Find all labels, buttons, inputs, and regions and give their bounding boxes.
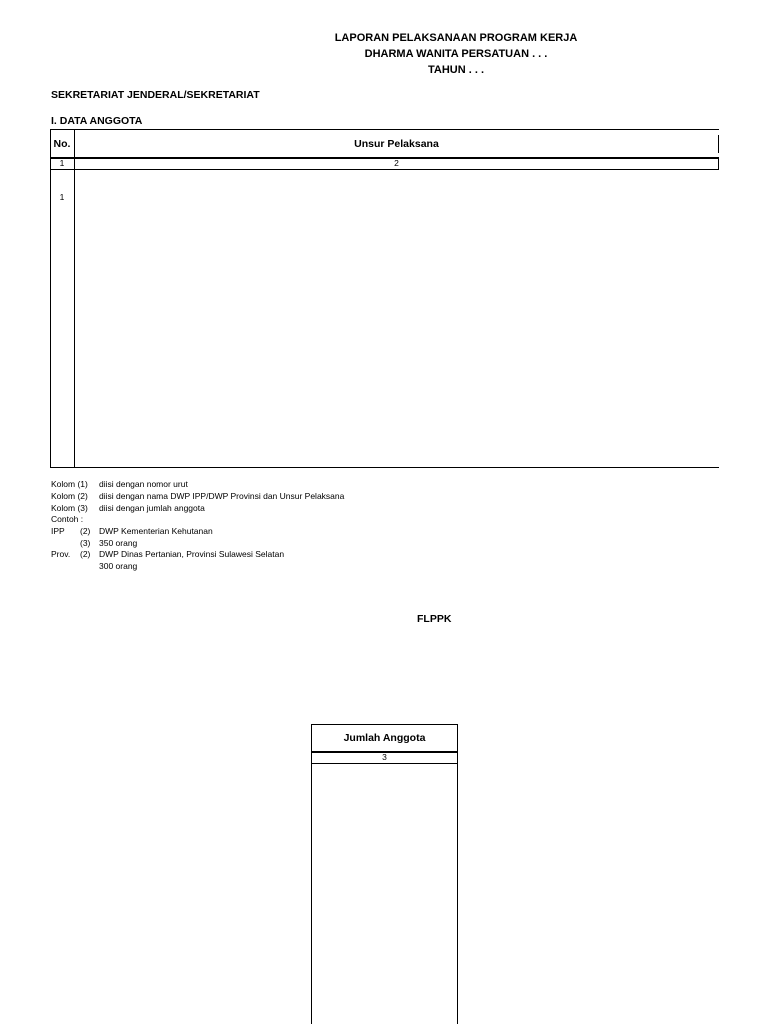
- col-jumlah-index: 3: [382, 752, 387, 762]
- col-unsur-index: 2: [394, 158, 399, 168]
- col-jumlah-header: Jumlah Anggota: [343, 732, 426, 744]
- note2-text: diisi dengan nama DWP IPP/DWP Provinsi dan Unsur Pelaksana: [99, 491, 345, 501]
- ipp-label: IPP: [51, 526, 65, 536]
- report-title-line2: DHARMA WANITA PERSATUAN . . .: [364, 48, 548, 60]
- ipp-col2-text: DWP Kementerian Kehutanan: [99, 526, 213, 536]
- prov-col2-text: DWP Dinas Pertanian, Provinsi Sulawesi Selatan: [99, 549, 285, 559]
- flppk-label: FLPPK: [417, 613, 452, 625]
- example-label: Contoh :: [51, 514, 84, 524]
- col-no-header: No.: [53, 138, 71, 150]
- report-title-line1: LAPORAN PELAKSANAAN PROGRAM KERJA: [334, 32, 578, 44]
- unit-heading: SEKRETARIAT JENDERAL/SEKRETARIAT: [51, 89, 260, 101]
- row1-no: 1: [59, 192, 65, 202]
- prov-col2: (2): [80, 549, 91, 559]
- note1-text: diisi dengan nomor urut: [99, 479, 188, 489]
- note3-label: Kolom (3): [51, 503, 88, 513]
- report-title-line3: TAHUN . . .: [427, 64, 484, 76]
- note2-label: Kolom (2): [51, 491, 88, 501]
- prov-label: Prov.: [51, 549, 71, 559]
- prov-col3-text: 300 orang: [99, 561, 138, 571]
- col-no-index: 1: [59, 158, 65, 168]
- note1-label: Kolom (1): [51, 479, 88, 489]
- ipp-col3-text: 350 orang: [99, 538, 138, 548]
- col-unsur-header: Unsur Pelaksana: [354, 138, 439, 150]
- note3-text: diisi dengan jumlah anggota: [99, 503, 205, 513]
- section-heading: I. DATA ANGGOTA: [51, 115, 143, 127]
- ipp-col2: (2): [80, 526, 91, 536]
- ipp-col3: (3): [80, 538, 91, 548]
